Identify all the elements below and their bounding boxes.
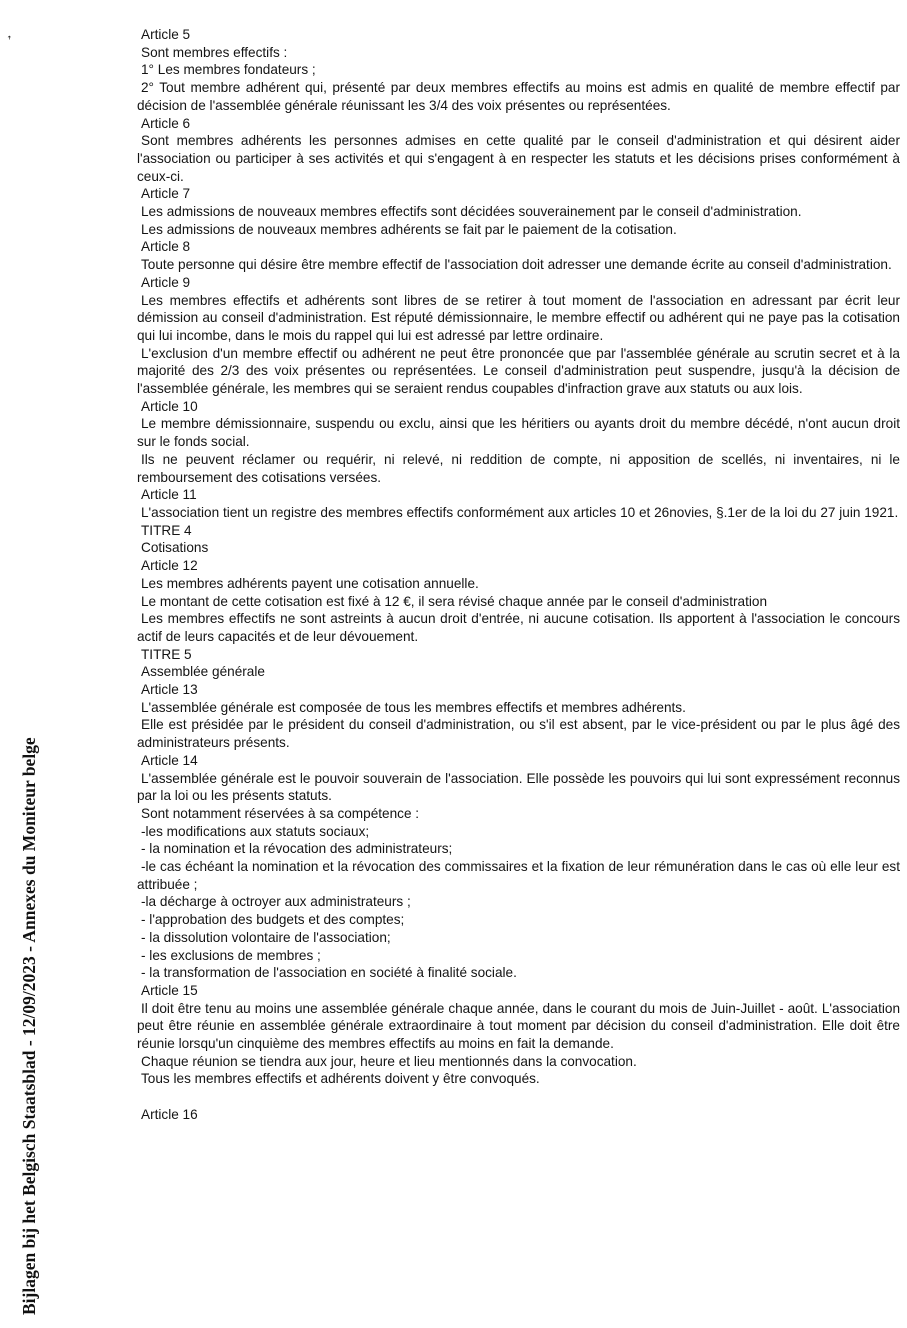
paragraph: L'exclusion d'un membre effectif ou adhérent ne peut être prononcée que par l'assemblée générale au scrutin secret et à la majorité des 2/3 des voix présentes ou représentées. Le conseil d'administration peut suspendre, jusqu'à la décision de l'assemblée générale, les membres qui se seraient rendus coupables d'infraction grave aux statuts ou aux lois. (137, 345, 900, 397)
paragraph: Il doit être tenu au moins une assemblée générale chaque année, dans le courant du mois de Juin-Juillet - août. L'association peut être réunie en assemblée générale extraordinaire à tout moment par décision du conseil d'administration. Elle doit être réunie lorsqu'un cinquième des membres effectifs au moins en fait la demande. (137, 1000, 900, 1052)
heading-line: Article 15 (141, 982, 198, 998)
list-item: -les modifications aux statuts sociaux; (141, 823, 370, 839)
heading-line: 1° Les membres fondateurs ; (141, 62, 316, 78)
list-item: - les exclusions de membres ; (141, 947, 321, 963)
heading-line: Article 13 (141, 682, 198, 698)
paragraph: Sont notamment réservées à sa compétence : (141, 805, 420, 821)
paragraph: -le cas échéant la nomination et la révocation des commissaires et la fixation de leur rémunération dans le cas où elle leur est attribuée ; (137, 859, 900, 892)
paragraph: 2° Tout membre adhérent qui, présenté par deux membres effectifs au moins est admis en qualité de membre effectif par décision de l'assemblée générale réunissant les 3/4 des voix présentes ou représentées. (137, 80, 900, 113)
blank-line (137, 1088, 900, 1106)
paragraph: Les membres effectifs ne sont astreints à aucun droit d'entrée, ni aucune cotisation. Ils apportent à l'association le concours actif de leurs capacités et de leur dévouement. (137, 611, 900, 644)
heading-line: TITRE 5 (141, 646, 192, 662)
list-item: - la transformation de l'association en société à finalité sociale. (141, 965, 517, 981)
paragraph: L'assemblée générale est le pouvoir souverain de l'association. Elle possède les pouvoirs qui lui sont expressément reconnus par la loi ou les présents statuts. (137, 770, 900, 804)
paragraph: Les membres effectifs et adhérents sont libres de se retirer à tout moment de l'association en adressant par écrit leur démission au conseil d'administration. Est réputé démissionnaire, le membre effectif ou adhérent qui ne paye pas la cotisation qui lui incombe, dans le mois du rappel qui lui est adressé par lettre ordinaire. (137, 292, 900, 343)
heading-line: Article 8 (141, 239, 191, 255)
heading-line: Article 5 (141, 27, 191, 42)
heading-line: Article 11 (141, 487, 197, 503)
heading-line: Cotisations (141, 540, 209, 556)
heading-line: Article 16 (141, 1107, 198, 1123)
heading-line: Sont membres effectifs : (141, 44, 288, 60)
page-corner-mark: ꜛ (7, 36, 12, 46)
heading-line: Article 10 (141, 398, 198, 414)
paragraph: Sont membres adhérents les personnes admises en cette qualité par le conseil d'administration et qui désirent aider l'association ou participer à ses activités et qui s'engagent à en respecter les statuts et les décisions prises conformément à ceux-ci. (137, 133, 900, 184)
paragraph: L'assemblée générale est composée de tous les membres effectifs et membres adhérents. (141, 699, 686, 715)
paragraph: Tous les membres effectifs et adhérents doivent y être convoqués. (141, 1071, 540, 1087)
heading-line: Article 7 (141, 186, 191, 202)
publication-side-stamp: Bijlagen bij het Belgisch Staatsblad - 12/09/2023 - Annexes du Moniteur belge (19, 737, 39, 1315)
paragraph: Ils ne peuvent réclamer ou requérir, ni relevé, ni reddition de compte, ni apposition de scellés, ni inventaires, ni le remboursement des cotisations versées. (137, 451, 900, 485)
list-item: - la nomination et la révocation des administrateurs; (141, 841, 453, 857)
heading-line: Article 12 (141, 558, 198, 574)
paragraph: Les admissions de nouveaux membres adhérents se fait par le paiement de la cotisation. (141, 221, 677, 237)
paragraph: L'association tient un registre des membres effectifs conformément aux articles 10 et 26novies, §.1er de la loi du 27 juin 1921. (141, 504, 899, 520)
list-item: -la décharge à octroyer aux administrateurs ; (141, 894, 411, 910)
heading-line: Assemblée générale (141, 664, 265, 680)
paragraph: Chaque réunion se tiendra aux jour, heure et lieu mentionnés dans la convocation. (141, 1053, 637, 1069)
statutes-document-body (137, 26, 900, 1124)
paragraph: Les membres adhérents payent une cotisation annuelle. (141, 575, 479, 591)
paragraph: Toute personne qui désire être membre effectif de l'association doit adresser une demande écrite au conseil d'administration. (141, 257, 892, 273)
paragraph: Les admissions de nouveaux membres effectifs sont décidées souverainement par le conseil d'administration. (141, 204, 802, 220)
heading-line: TITRE 4 (141, 522, 192, 538)
heading-line: Article 14 (141, 752, 198, 768)
heading-line: Article 6 (141, 115, 191, 131)
list-item: - l'approbation des budgets et des comptes; (141, 912, 405, 928)
paragraph: Le montant de cette cotisation est fixé à 12 €, il sera révisé chaque année par le conseil d'administration (141, 593, 768, 609)
list-item: - la dissolution volontaire de l'association; (141, 929, 391, 945)
paragraph: Elle est présidée par le président du conseil d'administration, ou s'il est absent, par le vice-président ou par le plus âgé des administrateurs présents. (137, 717, 900, 751)
paragraph: Le membre démissionnaire, suspendu ou exclu, ainsi que les héritiers ou ayants droit du membre décédé, n'ont aucun droit sur le fonds social. (137, 416, 900, 450)
heading-line: Article 9 (141, 274, 191, 290)
